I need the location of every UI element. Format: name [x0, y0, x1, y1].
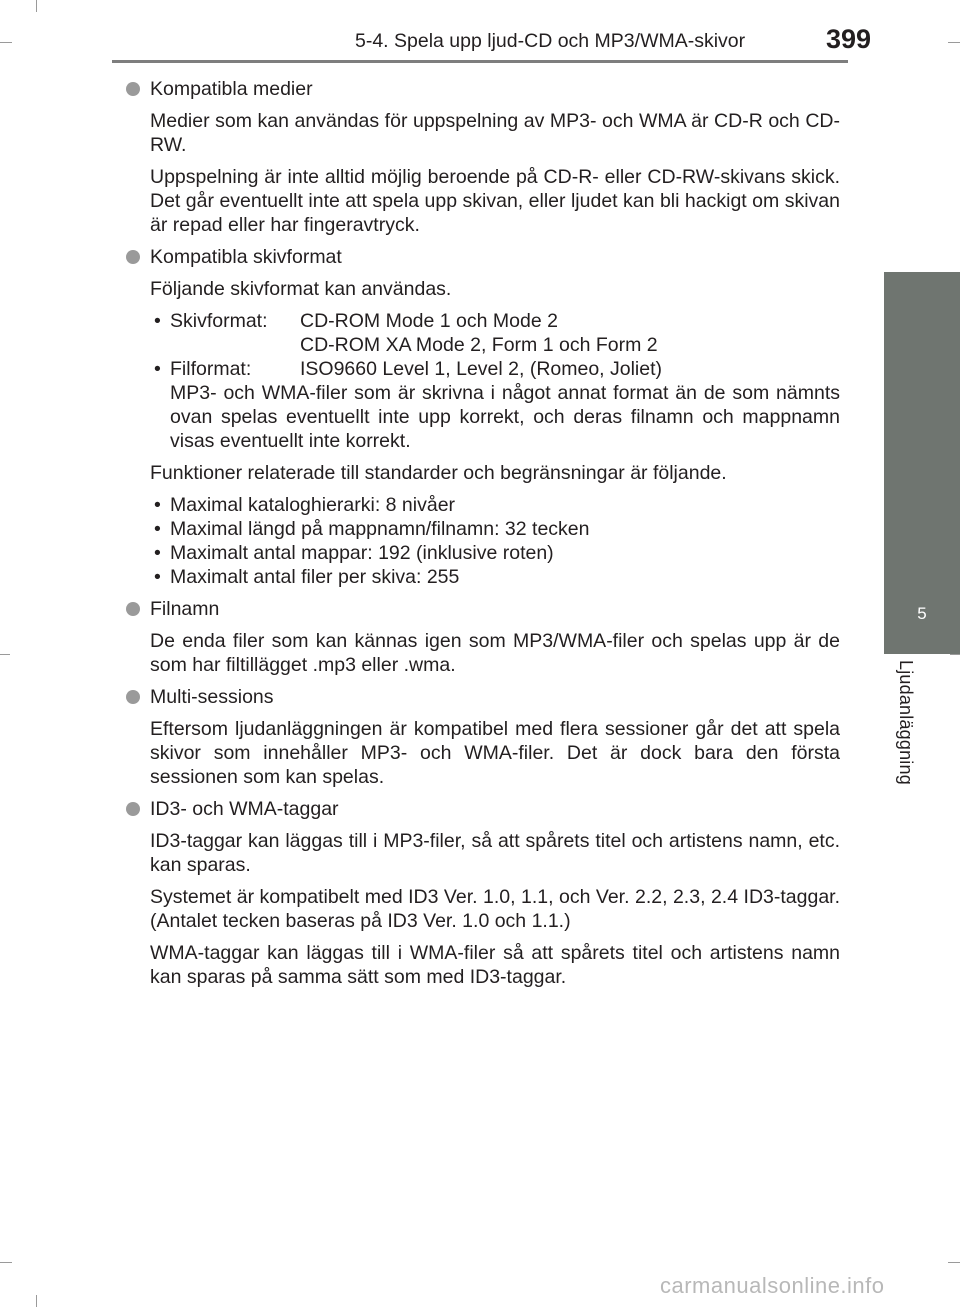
list-item: • Maximal kataloghierarki: 8 nivåer	[154, 494, 456, 516]
bullet-circle-icon	[126, 602, 140, 616]
crop-mark	[0, 654, 10, 655]
paragraph: ID3-taggar kan läggas till i MP3-filer, så att spårets titel och artistens namn, etc. kan sparas.	[150, 830, 840, 876]
crop-mark	[950, 654, 960, 655]
paragraph: Eftersom ljudanläggningen är kompatibel med flera sessioner går det att spela skivor som innehåller MP3- och WMA-filer. Det är dock bara den första sessionen som kan spelas.	[150, 718, 840, 788]
chapter-title: 5-4. Spela upp ljud-CD och MP3/WMA-skivor	[355, 30, 746, 52]
bullet-circle-icon	[126, 82, 140, 96]
paragraph: Funktioner relaterade till standarder och begränsningar är följande.	[150, 462, 727, 484]
chapter-tab	[884, 272, 960, 654]
paragraph: Följande skivformat kan användas.	[150, 278, 452, 300]
section-heading-compat-format: Kompatibla skivformat	[124, 245, 840, 269]
section-heading-compat-media: Kompatibla medier	[124, 77, 840, 101]
list-item: • Maximalt antal filer per skiva: 255	[154, 566, 460, 588]
list-item-label: Filformat:	[170, 358, 252, 380]
watermark: carmanualsonline.info	[660, 1273, 885, 1298]
list-item-continuation: CD-ROM XA Mode 2, Form 1 och Form 2	[300, 334, 658, 356]
list-item: • Maximal längd på mappnamn/filnamn: 32 tecken	[154, 518, 590, 540]
crop-mark	[0, 1262, 12, 1263]
list-item: • Filformat: ISO9660 Level 1, Level 2, (Romeo, Joliet)	[154, 358, 663, 380]
chapter-tab-label-text: Ljudanläggning	[896, 660, 916, 785]
section-heading-filename: Filnamn	[124, 597, 840, 621]
list-item: • Skivformat: CD-ROM Mode 1 och Mode 2	[154, 310, 558, 332]
header-rule	[112, 60, 848, 63]
limits-list	[150, 493, 840, 589]
paragraph: Uppspelning är inte alltid möjlig beroende på CD-R- eller CD-RW-skivans skick. Det går eventuellt inte att spela upp skivan, eller ljudet kan bli hackigt om skivan är repad eller har fingeravtryck.	[150, 166, 840, 236]
bullet-circle-icon	[126, 802, 140, 816]
page-header	[0, 0, 960, 60]
page-number: 399	[826, 24, 872, 54]
chapter-tab-label	[883, 654, 923, 814]
list-item-label: Skivformat:	[170, 310, 268, 332]
paragraph: Medier som kan användas för uppspelning av MP3- och WMA är CD-R och CD-RW.	[150, 110, 840, 156]
bullet-circle-icon	[126, 250, 140, 264]
paragraph: Systemet är kompatibelt med ID3 Ver. 1.0, 1.1, och Ver. 2.2, 2.3, 2.4 ID3-taggar. (Antalet tecken baseras på ID3 Ver. 1.0 och 1.1.)	[150, 886, 840, 932]
section-heading-multi-sessions: Multi-sessions	[124, 685, 840, 709]
list-item-note: MP3- och WMA-filer som är skrivna i något annat format än de som nämnts ovan spelas eventuellt inte upp korrekt, och deras filnamn och mappnamn visas eventuellt inte korrekt.	[170, 382, 840, 452]
crop-mark	[948, 1262, 960, 1263]
bullet-circle-icon	[126, 690, 140, 704]
format-list	[150, 309, 840, 453]
paragraph: WMA-taggar kan läggas till i WMA-filer så att spårets titel och artistens namn kan sparas på samma sätt som med ID3-taggar.	[150, 942, 840, 988]
section-heading-tags: ID3- och WMA-taggar	[124, 797, 840, 821]
crop-mark	[36, 1295, 37, 1307]
chapter-tab-number: 5	[917, 604, 927, 623]
list-item: • Maximalt antal mappar: 192 (inklusive roten)	[154, 542, 554, 564]
paragraph: De enda filer som kan kännas igen som MP3/WMA-filer och spelas upp är de som har filtillägget .mp3 eller .wma.	[150, 630, 840, 676]
page-content	[124, 77, 840, 997]
